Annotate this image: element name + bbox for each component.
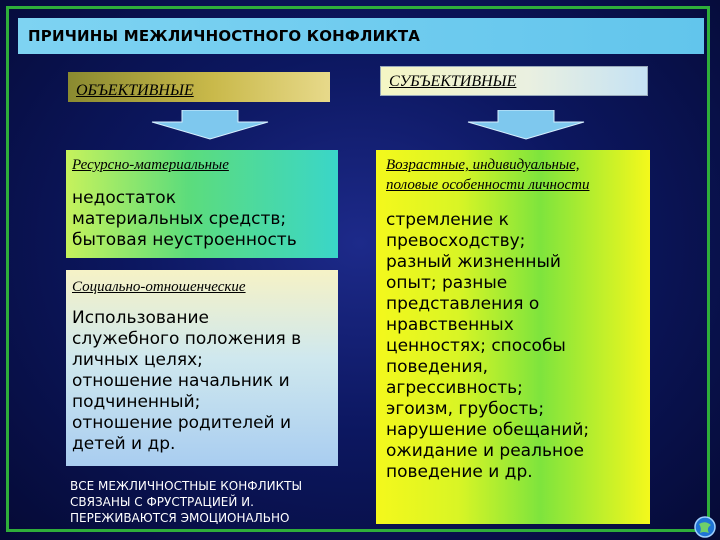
- slide-title: ПРИЧИНЫ МЕЖЛИЧНОСТНОГО КОНФЛИКТА: [28, 27, 421, 45]
- personal-traits-box: [376, 150, 650, 524]
- down-arrow-icon: [466, 110, 586, 140]
- social-heading: Социально-отношенческие: [72, 279, 246, 295]
- social-relational-box: [66, 270, 338, 466]
- personal-heading-line1: Возрастные, индивидуальные,: [386, 157, 580, 173]
- footer-note: ВСЕ МЕЖЛИЧНОСТНЫЕ КОНФЛИКТЫ СВЯЗАНЫ С ФРУСТРАЦИЕЙ И. ПЕРЕЖИВАЮТСЯ ЭМОЦИОНАЛЬНО: [70, 479, 303, 525]
- resource-material-box: [66, 150, 338, 258]
- objective-category: ОБЪЕКТИВНЫЕ: [68, 72, 330, 102]
- resource-heading: Ресурсно-материальные: [72, 157, 229, 173]
- personal-heading-line2: половые особенности личности: [386, 177, 590, 193]
- down-arrow-icon: [150, 110, 270, 140]
- resource-text: недостаток материальных средств; бытовая неустроенность: [72, 188, 297, 250]
- social-text: Использование служебного положения в личных целях; отношение начальник и подчиненный; отношение родителей и детей и др.: [72, 308, 302, 454]
- personal-text: стремление к превосходству; разный жизненный опыт; разные представления о нравственных ценностях; способы поведения, агрессивность; эгоизм, грубость; нарушение обещаний; ожидание и реальное поведение и др.: [386, 210, 590, 482]
- title-bar: [18, 18, 704, 54]
- nav-button-icon[interactable]: [694, 516, 716, 538]
- subjective-category: СУБЪЕКТИВНЫЕ: [380, 66, 648, 96]
